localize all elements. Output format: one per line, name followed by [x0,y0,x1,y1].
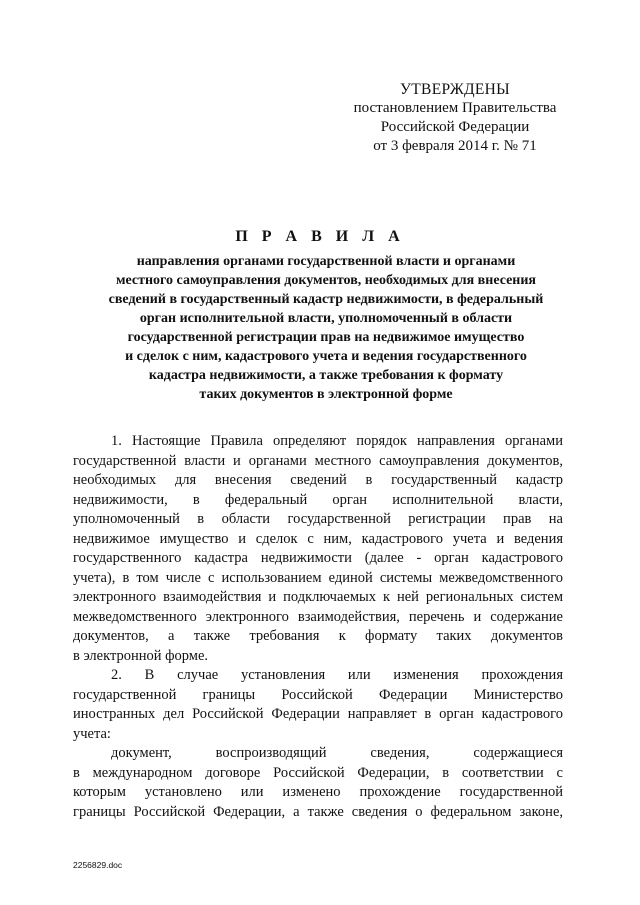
subtitle-line: таких документов в электронной форме [199,387,453,402]
subtitle-line: орган исполнительной власти, уполномоченный в области [139,311,513,326]
paragraph-line: документ, воспроизводящий сведения, содержащиеся [111,745,563,761]
paragraph-line: иностранных дел Российской Федерации направляет в орган кадастрового [73,706,563,722]
approval-heading: УТВЕРЖДЕНЫ [400,81,510,98]
subtitle-line: и сделок с ним, кадастрового учета и ведения государственного [125,349,527,364]
paragraph-line: недвижимое имущество и сделок с ним, кадастрового учета и ведения [73,530,563,547]
paragraph-line: недвижимости, в федеральный орган исполнительной власти, [73,491,563,508]
paragraph-line: необходимых для внесения сведений в государственный кадастр [73,472,563,488]
document-body [73,432,563,822]
subtitle-line: направления органами государственной власти и органами [136,254,516,269]
subtitle-line: кадастра недвижимости, а также требования к формату [148,368,504,383]
paragraph-line: межведомственного электронного взаимодействия, перечень и содержание [73,608,563,625]
paragraph-line: государственной границы Российской Федерации Министерство [73,686,563,703]
paragraph-line: которым установлено или изменено прохождение государственной [73,784,563,800]
paragraph-line: государственного кадастра недвижимости (далее - орган кадастрового [73,550,563,566]
paragraph-line: документов, а также требования к формату таких документов [73,628,563,644]
paragraph-line: уполномоченный в области государственной регистрации прав на [73,511,563,527]
paragraph-line: государственной власти и органами местного самоуправления документов, [73,452,563,469]
paragraph-line: учета), в том числе с использованием единой системы межведомственного [73,569,563,586]
paragraph-line: в электронной форме. [73,647,209,664]
paragraph-line: границы Российской Федерации, а также сведения о федеральном законе, [73,803,563,820]
document-title: П Р А В И Л А [235,228,405,245]
approval-block [340,80,570,156]
file-reference: 2256829.doc [73,860,123,870]
paragraph-line: в международном договоре Российской Федерации, в соответствии с [73,764,563,781]
approval-line-3: от 3 февраля 2014 г. № 71 [373,138,537,154]
approval-line-2: Российской Федерации [380,119,530,135]
paragraph-line: 1. Настоящие Правила определяют порядок направления органами [111,433,563,449]
subtitle-line: государственной регистрации прав на недвижимое имущество [127,330,525,345]
subtitle-line: местного самоуправления документов, необходимых для внесения [115,273,537,288]
document-subtitle [90,252,562,404]
paragraph-line: учета: [73,725,111,742]
paragraph-line: 2. В случае установления или изменения прохождения [111,667,563,683]
approval-line-1: постановлением Правительства [353,100,557,116]
subtitle-line: сведений в государственный кадастр недвижимости, в федеральный [108,292,544,307]
paragraph-line: электронного взаимодействия и подключаемых к ней региональных систем [73,589,563,605]
